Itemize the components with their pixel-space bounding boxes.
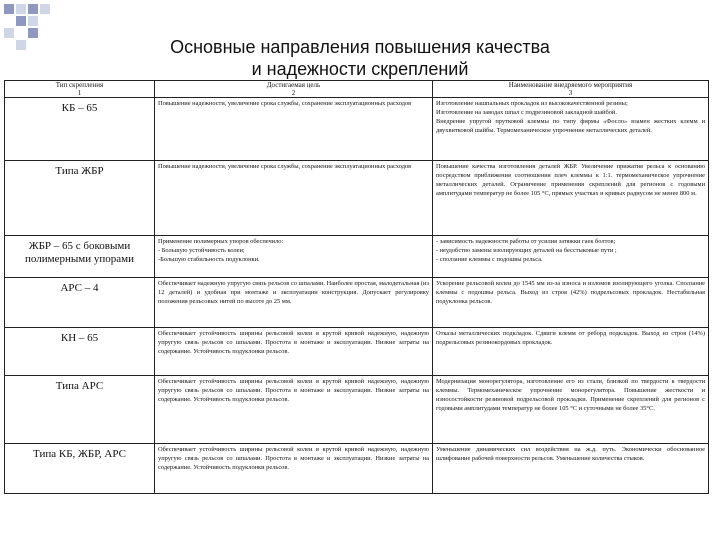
measure-text: Изготовление нашпальных прокладок из высококачественной резины;	[436, 100, 628, 107]
header-col3-number: 3	[568, 89, 573, 97]
header-measure	[433, 81, 709, 98]
goal-cell	[155, 328, 433, 376]
header-col1-label: Тип скрепления	[55, 81, 104, 89]
fastening-type-cell: КН – 65	[5, 328, 155, 376]
header-goal	[155, 81, 433, 98]
measure-text: Повышение качества изготовления деталей ЖБР. Увеличение прижатия рельса к основанию посредством приближения соотношения плеч клеммы к 1:1. термомеханическое упрочнение металлических деталей. Ограничение применения скреплений для регионов с годовыми амплитудами температур не более 105 °С, прямых участках и кривых радиусом не менее 800 м.	[436, 163, 705, 197]
goal-cell	[155, 376, 433, 444]
deco-square	[16, 16, 26, 26]
title-line-1: Основные направления повышения качества	[170, 37, 550, 57]
table-row	[5, 376, 709, 444]
header-col3-label: Наименование внедряемого мероприятия	[508, 81, 633, 89]
header-fastening-type	[5, 81, 155, 98]
goal-cell	[155, 161, 433, 236]
measure-cell	[433, 161, 709, 236]
table-row	[5, 444, 709, 494]
title-line-2: и надежности скреплений	[251, 59, 469, 79]
fastening-type-cell: ЖБР – 65 с боковыми полимерными упорами	[5, 236, 155, 278]
deco-square	[16, 40, 26, 50]
deco-square	[40, 4, 50, 14]
measure-text: Изготовление на заводах шпал с подрезиновой закладной шайбой.	[436, 109, 617, 116]
measure-cell	[433, 236, 709, 278]
goal-text: Повышение надежности, увеличение срока службы, сохранение эксплуатационных расходов	[158, 163, 412, 170]
goal-cell	[155, 278, 433, 328]
goal-text: - Большую устойчивость колеи;	[158, 247, 245, 254]
goal-text: Обеспечивает надежную упругую связь рельсов со шпалами. Наиболее простая, малодетальная (из 12 деталей) и удобная при монтаже и эксплуатации конструкция. Допускает регулировку положения рельсовых нитей по высоте до 25 мм.	[158, 280, 429, 305]
fastening-type-cell: Типа ЖБР	[5, 161, 155, 236]
header-col2-number: 2	[291, 89, 296, 97]
deco-square	[16, 4, 26, 14]
page-title	[110, 36, 610, 80]
table-row	[5, 98, 709, 161]
measure-text: Модернизация монорегулятора, изготовление его из стали, близкой по твердости к твердости клеммы. Термомеханическое упрочнение монорегулятора. Повышение жесткости и износостойкости резиновой подрельсовой прокладки. Применение скреплений для регионов с годовыми амплитудами температур не более 105 °С и суточными не более 35°С.	[436, 378, 705, 412]
goal-text: -Большую стабильность подуклонки.	[158, 256, 260, 263]
measure-text: Ускорение рельсовой колеи до 1545 мм из-за износа и изломов изолирующего уголка. Сползание клеммы с подошвы рельса. Выход из строя (42%) подрельсовых прокладок. Нестабильная подуклонка рельсов.	[436, 280, 705, 305]
goal-text: Повышение надежности, увеличение срока службы, сохранение эксплуатационных расходов	[158, 100, 412, 107]
table-row	[5, 236, 709, 278]
goal-text: Обеспечивает устойчивость ширины рельсовой колеи в крутой кривой надежную, надежную упругую связь рельсов со шпалами. Простота в монтаже и эксплуатации. Низкие затраты на содержание. Устойчивость подуклонки рельсов.	[158, 330, 429, 355]
measure-cell	[433, 444, 709, 494]
table-row	[5, 161, 709, 236]
measure-text: Уменьшение динамических сил воздействия на ж.д. путь. Экономически обоснованное шлифование рабочей поверхности рельсов. Уменьшение количества стыков.	[436, 446, 705, 462]
table-row	[5, 278, 709, 328]
decorative-squares	[4, 4, 84, 54]
measure-cell	[433, 376, 709, 444]
goal-cell	[155, 98, 433, 161]
measure-cell	[433, 328, 709, 376]
goal-cell	[155, 236, 433, 278]
table-row	[5, 328, 709, 376]
measure-text: Внедрение упругой прутковой клеммы по типу фирмы «Фосло» взамен жестких клемм и двухвитковой шайбы. Термомеханическое упрочнение металлических деталей.	[436, 118, 705, 134]
deco-square	[28, 4, 38, 14]
measure-text: - сползание клеммы с подошвы рельса.	[436, 256, 543, 263]
header-col1-number: 1	[77, 89, 82, 97]
measure-text: Отказы металлических подкладок. Сдвиги клемм от реборд подкладок. Выход из строя (14%) подрельсовых резинокордовых прокладок.	[436, 330, 705, 346]
fastening-type-cell: Типа КБ, ЖБР, АРС	[5, 444, 155, 494]
goal-text: Обеспечивает устойчивость ширины рельсовой колеи в крутой кривой надежную, надежную упругую связь рельсов со шпалами. Простота в монтаже и эксплуатации. Низкие затраты на содержание. Устойчивость подуклонки рельсов.	[158, 446, 429, 471]
fastening-type-cell: АРС – 4	[5, 278, 155, 328]
fastening-table	[4, 80, 709, 494]
measure-cell	[433, 278, 709, 328]
deco-square	[4, 28, 14, 38]
measure-cell	[433, 98, 709, 161]
deco-square	[28, 16, 38, 26]
goal-text: Применение полимерных упоров обеспечило:	[158, 238, 284, 245]
deco-square	[4, 4, 14, 14]
measure-text: - неудобство замены изолирующих деталей на бесстыковые пути ;	[436, 247, 617, 254]
deco-square	[28, 28, 38, 38]
measure-text: - зависимость надежности работы от усилия затяжки гаек болтов;	[436, 238, 616, 245]
fastening-type-cell: Типа АРС	[5, 376, 155, 444]
goal-text: Обеспечивает устойчивость ширины рельсовой колеи в крутой кривой надежную, надежную упругую связь рельсов со шпалами. Простота в монтаже и эксплуатации. Низкие затраты на содержание. Устойчивость подуклонки рельсов.	[158, 378, 429, 403]
header-row	[5, 81, 709, 98]
fastening-type-cell: КБ – 65	[5, 98, 155, 161]
header-col2-label: Достигаемая цель	[266, 81, 321, 89]
goal-cell	[155, 444, 433, 494]
